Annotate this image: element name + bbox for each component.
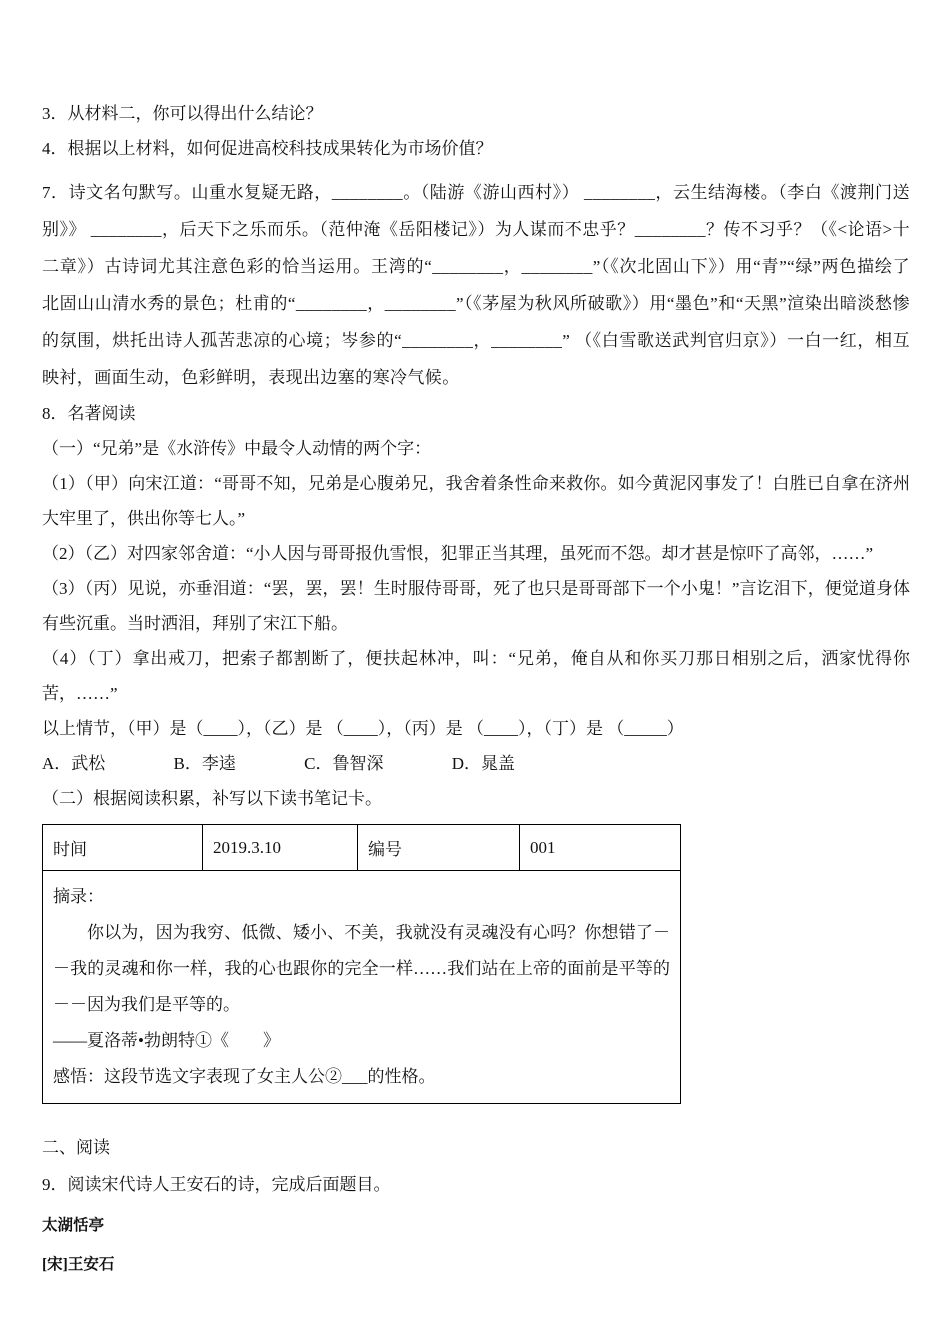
section-2-title: 二、阅读 [42, 1138, 110, 1157]
q8-part1-intro: （一）“兄弟”是《水浒传》中最令人动情的两个字： [42, 439, 432, 458]
question-8-title: 8．名著阅读 [42, 404, 136, 423]
question-3: 3．从材料二，你可以得出什么结论？ [42, 104, 323, 123]
card-header-row [43, 825, 681, 871]
option-b: B．李逵 [173, 754, 236, 773]
poem-author: [宋]王安石 [42, 1256, 115, 1273]
question-7-dictation: 7．诗文名句默写。山重水复疑无路，________。（陆游《游山西村》） ________，云生结海楼。（李白《渡荆门送别》》 ________，后天下之乐而乐。（范仲淹《岳阳楼记》）为人谋而不忠乎？________？传不习乎？（《<论语>十二章》）古诗词尤其注意色彩的恰当运用。王湾的“________，________”（《次北固山下》）用“青”“绿”两色描绘了北固山山清水秀的景色；杜甫的“________，________”（《茅屋为秋风所破歌》）用“墨色”和“天黑”渲染出暗淡愁惨的氛围，烘托出诗人孤苦悲凉的心境；岑参的“________，________” （《白雪歌送武判官归京》）一白一红，相互映衬，画面生动，色彩鲜明，表现出边塞的寒冷气候。 [42, 183, 910, 387]
question-9: 9．阅读宋代诗人王安石的诗，完成后面题目。 [42, 1175, 391, 1194]
q8-excerpt-item-1: （1）（甲）向宋江道：“哥哥不知，兄弟是心腹弟兄，我舍着条性命来救你。如今黄泥冈事发了！白胜已自拿在济州大牢里了，供出你等七人。” [42, 474, 910, 528]
option-a: A．武松 [42, 754, 106, 773]
card-time-value: 2019.3.10 [203, 825, 358, 871]
card-time-label: 时间 [43, 825, 203, 871]
question-4: 4．根据以上材料，如何促进高校科技成果转化为市场价值？ [42, 139, 493, 158]
option-c: C．鲁智深 [304, 754, 384, 773]
card-number-label: 编号 [358, 825, 520, 871]
excerpt-text: 你以为，因为我穷、低微、矮小、不美，我就没有灵魂没有心吗？你想错了－－我的灵魂和你一样，我的心也跟你的完全一样……我们站在上帝的面前是平等的－－因为我们是平等的。 [53, 923, 670, 1014]
card-body-row [43, 871, 681, 1104]
q8-excerpt-item-2: （2）（乙）对四家邻舍道：“小人因与哥哥报仇雪恨，犯罪正当其理，虽死而不怨。却才甚是惊吓了高邻，……” [42, 544, 874, 563]
q8-excerpt-item-4: （4）（丁）拿出戒刀，把索子都割断了，便扶起林冲，叫：“兄弟，俺自从和你买刀那日相别之后，洒家忧得你苦，……” [42, 649, 910, 703]
poem-title: 太湖恬亭 [42, 1217, 105, 1234]
q8-blanks-line: 以上情节，（甲）是（____），（乙）是 （____），（丙）是 （____），（丁）是 （_____） [42, 719, 684, 738]
reading-notes-card [42, 824, 681, 1104]
q8-excerpt-item-3: （3）（丙）见说，亦垂泪道：“罢，罢，罢！生时服侍哥哥，死了也只是哥哥部下一个小鬼！”言讫泪下，便觉道身体有些沉重。当时洒泪，拜别了宋江下船。 [42, 579, 910, 633]
card-reflection: 感悟：这段节选文字表现了女主人公②___的性格。 [53, 1067, 436, 1086]
q8-part2-intro: （二）根据阅读积累，补写以下读书笔记卡。 [42, 789, 382, 808]
excerpt-label: 摘录： [53, 887, 104, 906]
card-number-value: 001 [520, 825, 681, 871]
excerpt-attribution: ——夏洛蒂•勃朗特①《 》 [53, 1031, 280, 1050]
option-d: D．晁盖 [451, 754, 515, 773]
q8-answer-options [42, 746, 910, 781]
card-excerpt-cell [43, 871, 681, 1104]
